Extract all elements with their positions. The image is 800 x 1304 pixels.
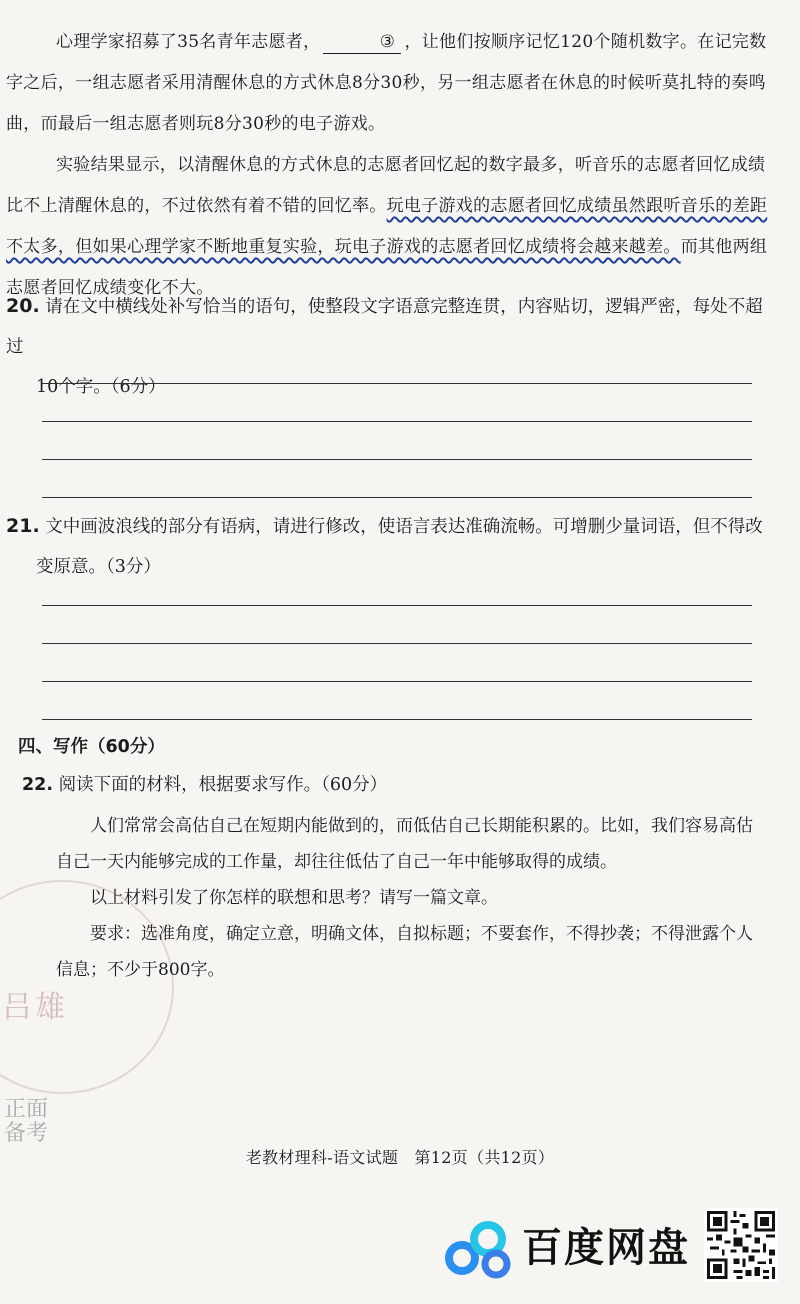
question-text: 文中画波浪线的部分有语病，请进行修改，使语言表达准确流畅。可增删少量词语，但不得改 — [45, 517, 763, 537]
reading-passage — [6, 22, 768, 309]
answer-blank-3: ③ — [323, 31, 401, 54]
question-21 — [6, 506, 768, 587]
passage-paragraph-2: 实验结果显示，以清醒休息的方式休息的志愿者回忆起的数字最多，听音乐的志愿者回忆成绩比不上清醒休息的，不过依然有着不错的回忆率。玩电子游戏的志愿者回忆成绩虽然跟听音乐的差距不太多，但如果心理学家不断地重复实验，玩电子游戏的志愿者回忆成绩将会越来越差。而其他两组志愿者回忆成绩变化不大。 — [6, 155, 768, 298]
material-paragraph-2: 以上材料引发了你怎样的联想和思考？请写一篇文章。 — [90, 888, 498, 908]
question-22 — [22, 773, 387, 797]
answer-line-20-4[interactable] — [42, 497, 752, 498]
answer-line-21-1[interactable] — [42, 605, 752, 606]
question-20 — [6, 286, 768, 407]
passage-paragraph-1: 心理学家招募了35名青年志愿者， ③ ，让他们按顺序记忆120个随机数字。在记完数字之后，一组志愿者采用清醒休息的方式休息8分30秒，另一组志愿者在休息的时候听莫扎特的奏鸣曲，而最后一组志愿者则玩8分30秒的电子游戏。 — [6, 32, 767, 134]
stamp-text: 吕雄 — [2, 990, 68, 1025]
question-text-cont: 变原意。（3分） — [36, 557, 161, 577]
question-text: 阅读下面的材料，根据要求写作。（60分） — [58, 775, 388, 795]
answer-line-20-3[interactable] — [42, 459, 752, 460]
question-number: 21. — [6, 515, 40, 537]
answer-line-21-2[interactable] — [42, 643, 752, 644]
writing-material — [56, 808, 766, 988]
question-number: 20. — [6, 295, 40, 317]
qr-code-icon — [704, 1208, 778, 1282]
question-text: 请在文中横线处补写恰当的语句，使整段文字语意完整连贯，内容贴切，逻辑严密，每处不超过 — [6, 297, 763, 357]
answer-line-21-3[interactable] — [42, 681, 752, 682]
wavy-underlined-sentence: 玩电子游戏的志愿者回忆成绩虽然跟听音乐的差距不太多，但如果心理学家不断地重复实验，玩电子游戏的志愿者回忆成绩将会越来越差。 — [6, 196, 768, 257]
material-paragraph-1: 人们常常会高估自己在短期内能做到的，而低估自己长期能积累的。比如，我们容易高估自己一天内能够完成的工作量，却往往低估了自己一年中能够取得的成绩。 — [56, 816, 753, 872]
stamp-subtext: 正面 备考 — [4, 1097, 49, 1146]
answer-line-20-1[interactable] — [42, 383, 752, 384]
section-heading-writing: 四、写作（60分） — [18, 737, 165, 757]
writing-requirements: 要求：选准角度，确定立意，明确文体，自拟标题；不要套作，不得抄袭；不得泄露个人信息；不少于800字。 — [56, 924, 753, 980]
question-text-cont: 10个字。（6分） — [36, 377, 166, 397]
answer-line-20-2[interactable] — [42, 421, 752, 422]
baidu-netdisk-logo-icon — [442, 1218, 516, 1284]
answer-line-21-4[interactable] — [42, 719, 752, 720]
question-number: 22. — [22, 775, 54, 795]
baidu-netdisk-name: 百度网盘 — [522, 1225, 690, 1271]
page-footer: 老教材理科-语文试题 第12页（共12页） — [245, 1148, 555, 1167]
